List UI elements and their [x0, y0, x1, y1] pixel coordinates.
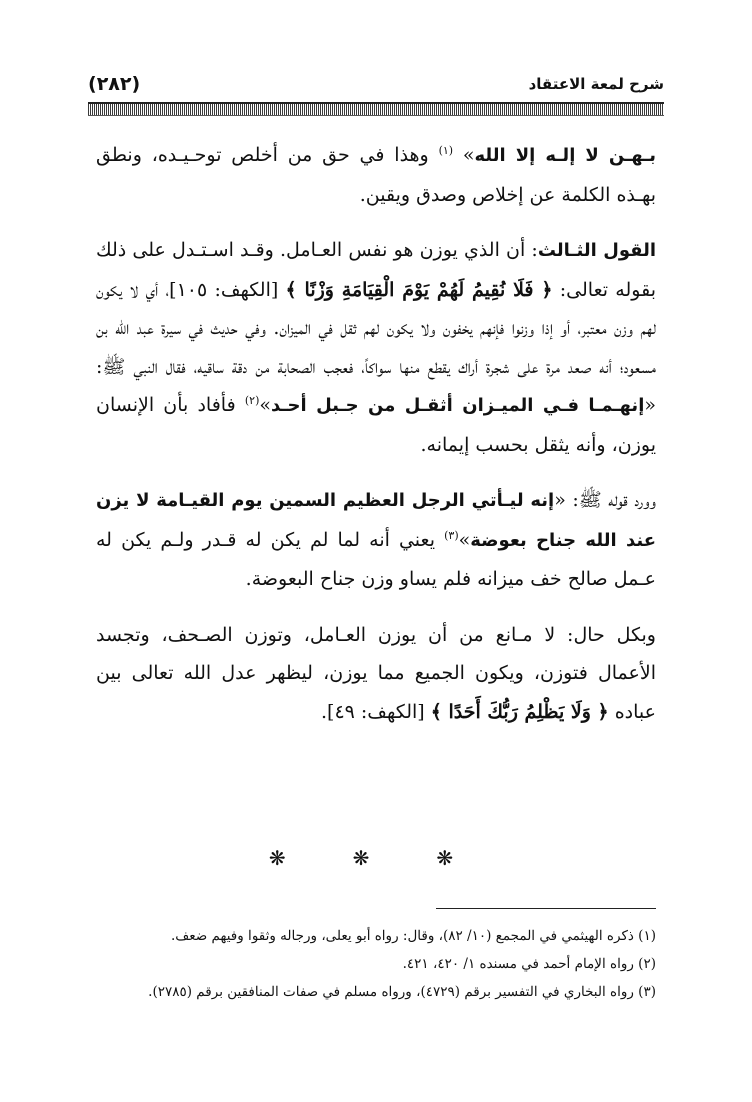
footnote-rule [436, 908, 656, 909]
paragraph [96, 616, 656, 732]
bold-text: لا إلـه إلا الله [474, 145, 599, 166]
footnote-ref: (٢) [244, 394, 260, 407]
quran-verse: ﴿ وَلَا يَظْلِمُ رَبُّكَ أَحَدًا ﴾ [430, 700, 609, 723]
footnote: (١) ذكره الهيثمي في المجمع (١٠/ ٨٢)، وقال: رواه أبو يعلى، ورجاله وثقوا وفيهم ضعف. [170, 928, 656, 944]
text-run: وورد قوله ﷺ: « [554, 489, 656, 511]
text-run: وبكل حال: لا مـانع من أن يوزن العـامل، وتوزن الصـحف، وتجسد الأعمال فتوزن، ويكون الجميع مما يوزن، ليظهر عدل الله تعالى بين عباده [96, 623, 656, 723]
footnote: (٣) رواه البخاري في التفسير برقم (٤٧٢٩)، ورواه مسلم في صفات المنافقين برقم (٢٧٨٥). [148, 984, 656, 1000]
text-run: : أن الذي يوزن هو نفس العـامل. وقـد اسـتـدل على ذلك بقوله تعالى: [96, 239, 656, 301]
text-run: [الكهف: ٤٩]. [320, 700, 431, 723]
paragraph [96, 136, 656, 214]
paragraph [96, 481, 656, 599]
footnote-ref: (١) [438, 144, 454, 157]
section-separator: ❋ ❋ ❋ [268, 846, 484, 870]
text-run: وهذا في حق من أخلص توحـيـده، ونطق بهـذه الكلمة عن إخلاص وصدق ويقين. [96, 144, 656, 206]
text-run: » [259, 394, 271, 416]
bold-text: بـهـن [598, 145, 656, 166]
header-rule [88, 102, 664, 116]
page-number: (٢٨٢) [88, 73, 141, 95]
footnotes [96, 922, 656, 1006]
text-run: فأفاد بأن الإنسان يوزن، وأنه يثقل بحسب إيمانه. [96, 394, 656, 456]
book-title: شرح لمعة الاعتقاد [528, 75, 664, 93]
footnote: (٢) رواه الإمام أحمد في مسنده ١/ ٤٢٠، ٤٢١. [402, 956, 656, 972]
text-run: » [458, 528, 471, 551]
page-header [88, 66, 664, 102]
paragraph [96, 231, 656, 464]
bold-text: إنهـمـا فـي الميـزان أثقـل من جـبل أحـد [270, 395, 645, 416]
footnote-ref: (٣) [444, 528, 459, 542]
bold-text: إنه ليـأتي الرجل العظيم السمين يوم القيـامة لا يزن عند الله جناح بعوضة [96, 490, 656, 551]
bold-text: القول الثـالث [537, 240, 656, 261]
body-text [96, 136, 656, 748]
quran-verse: ﴿ فَلَا نُقِيمُ لَهُمْ يَوْمَ الْقِيَامَةِ وَزْنًا ﴾ [285, 278, 553, 301]
text-run: يعني أنه لما لم يكن له قـدر ولـم يكن له عـمل صالح خف ميزانه فلم يساو وزن جناح البعوضة. [96, 528, 656, 590]
text-run: » [453, 144, 475, 166]
text-run: [الكهف: ١٠٥]، أي لا يكون لهم وزن معتبر، أو إذا وزنوا فإنهم يخفون ولا يكون لهم ثقل في الميزان. وفي حديث في سيرة عبد الله بن مسعود؛ أنه صعد مرة على شجرة أراك يقطع منها سواكاً، فعجب الصحابة من دقة ساقيه، فقال النبي ﷺ: « [96, 278, 656, 416]
